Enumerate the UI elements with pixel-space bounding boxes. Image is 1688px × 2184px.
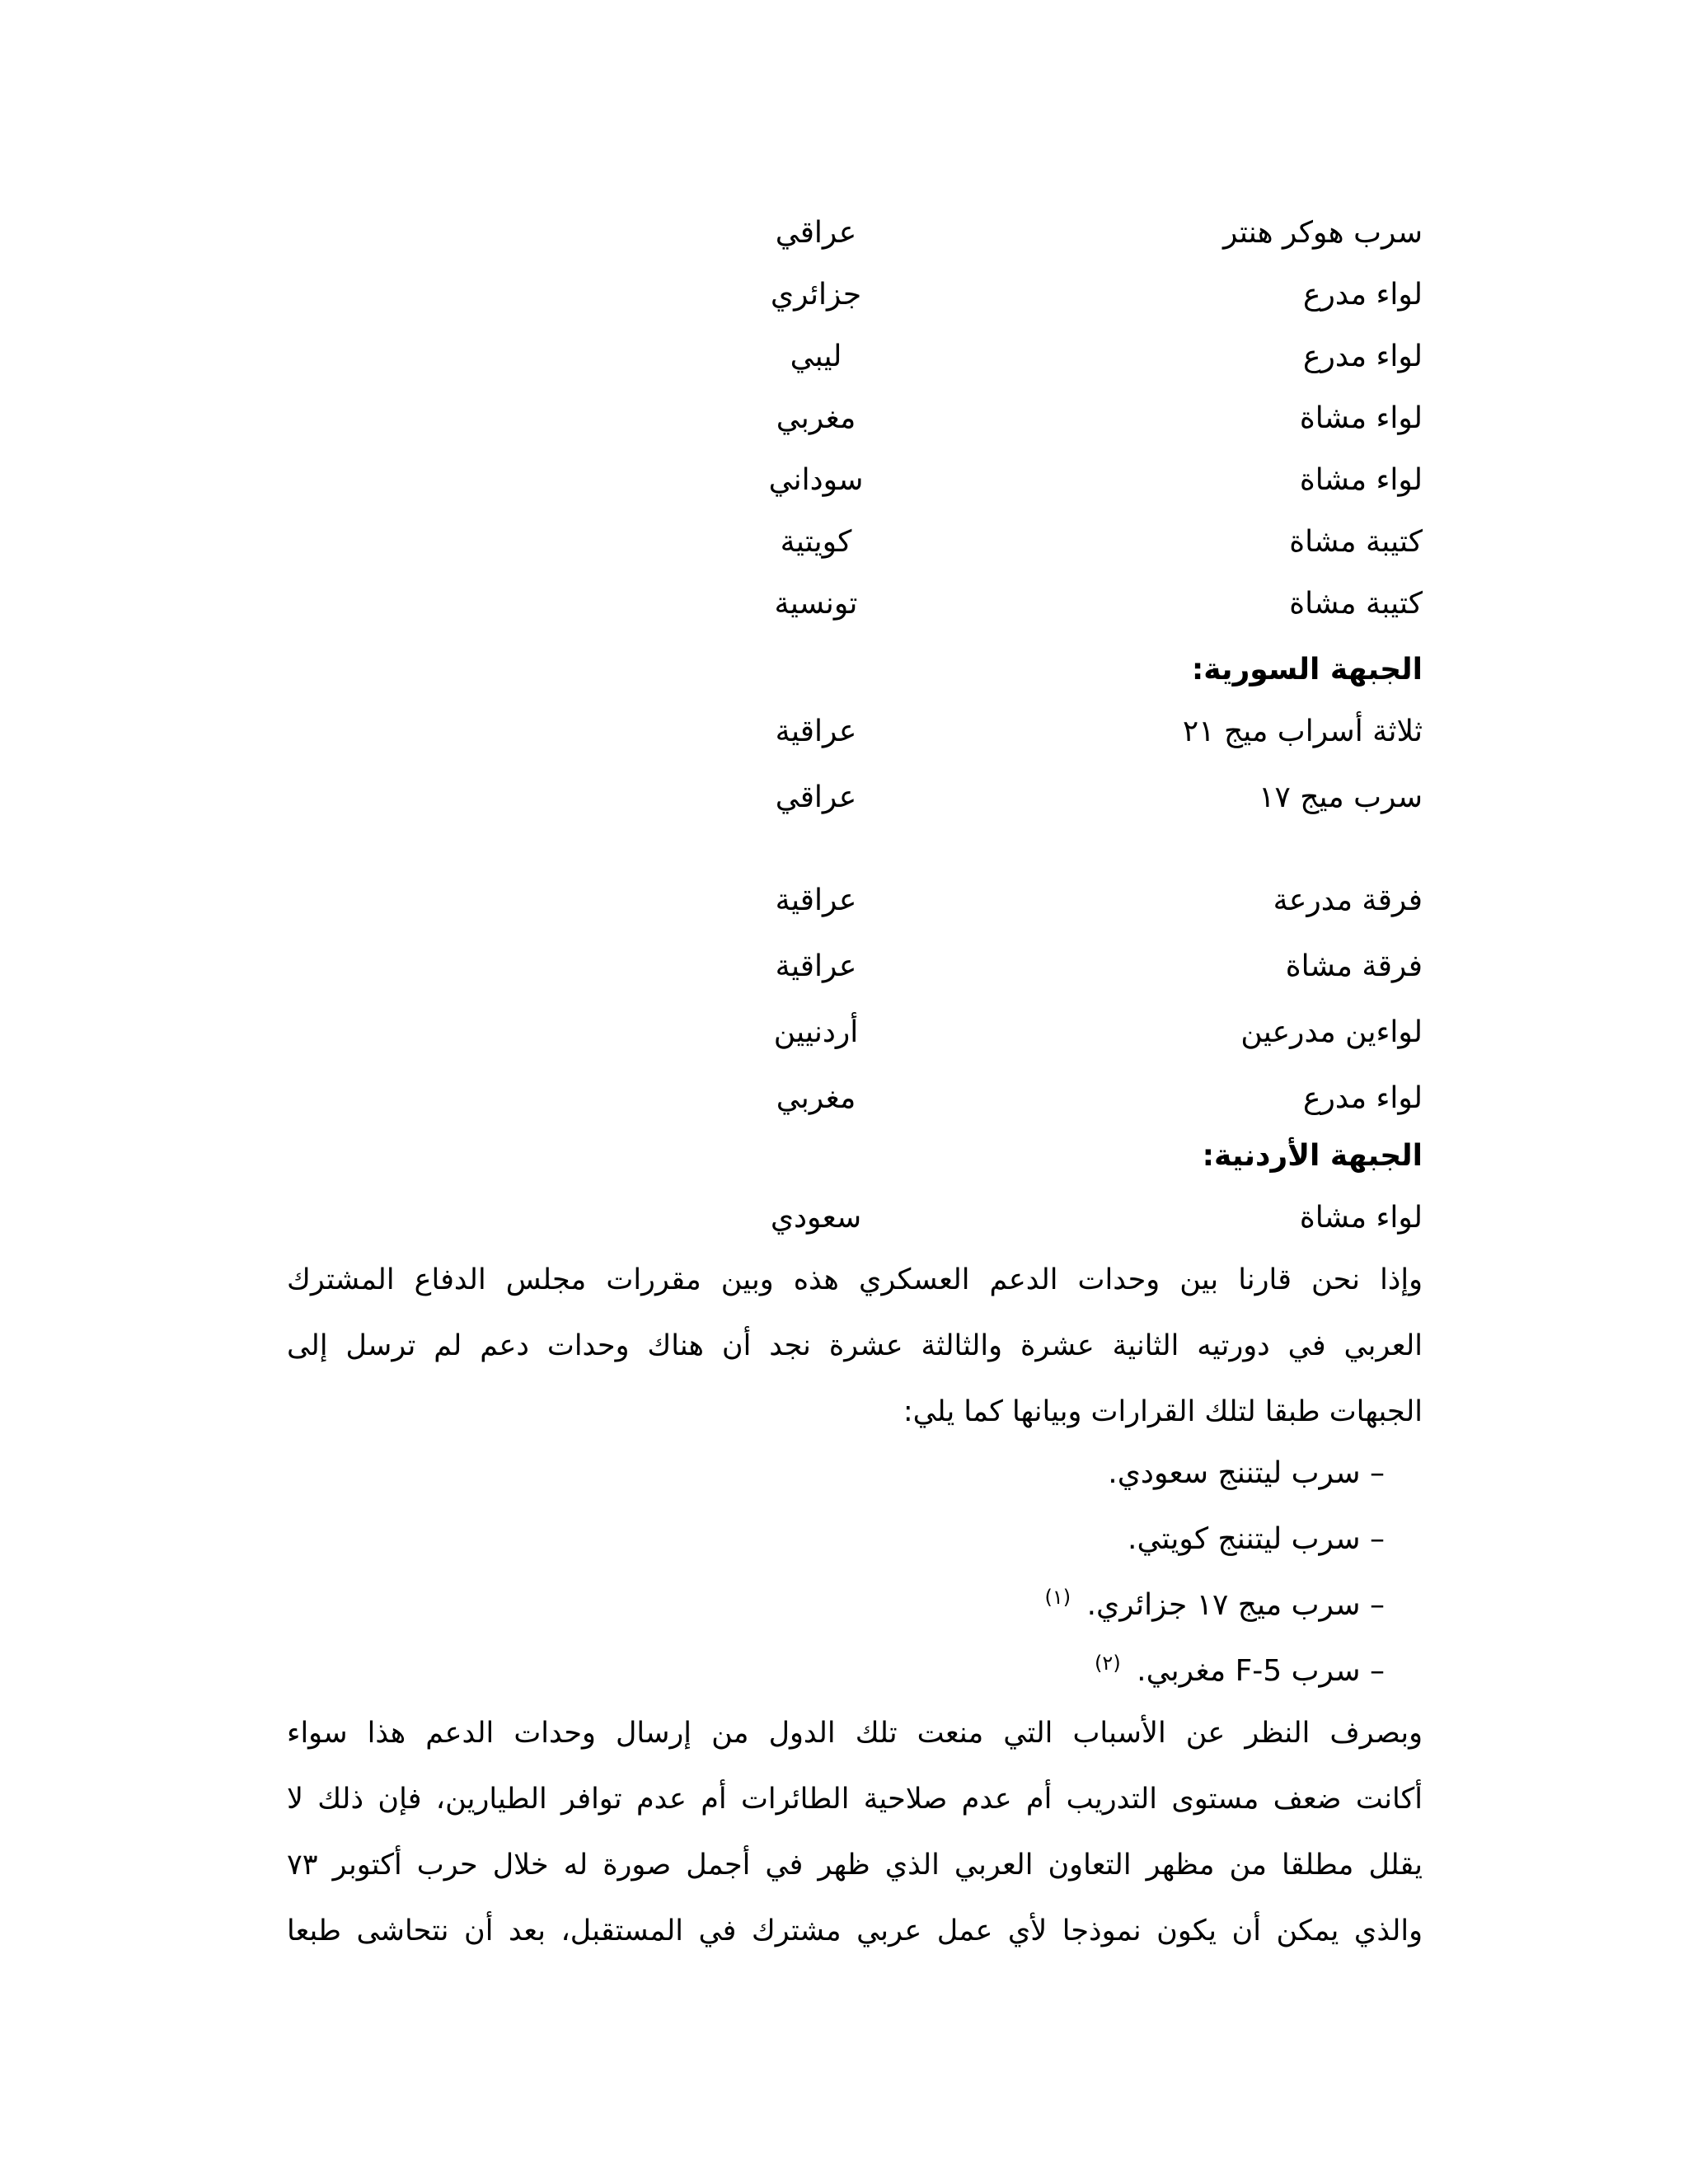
paragraph (287, 1700, 1423, 1964)
country-label: كويتية (780, 525, 852, 559)
list-item (0, 332, 1688, 382)
bullet-text-after: مغربي. (1137, 1654, 1236, 1688)
country-label: ليبي (790, 340, 842, 373)
unit-label: لواءين مدرعين (1240, 1015, 1423, 1049)
list-item (0, 876, 1688, 926)
bullet-text: – سرب ميج ١٧ جزائري. (1086, 1588, 1385, 1622)
bullet-text-ltr: F-5 (1235, 1654, 1282, 1688)
paragraph-line: أكانت ضعف مستوى التدريب أم عدم صلاحية الطائرات أم عدم توافر الطيارين، فإن ذلك لا (287, 1783, 1423, 1816)
list-item (0, 1193, 1688, 1243)
list-item (0, 707, 1688, 757)
list-item (0, 579, 1688, 629)
section-heading-syrian-front: الجبهة السورية: (1191, 653, 1423, 687)
list-item (0, 773, 1688, 823)
bullet-text: – سرب ليتننج سعودي. (1108, 1456, 1385, 1490)
unit-label: سرب ميج ١٧ (1259, 780, 1423, 814)
section-heading-jordanian-front: الجبهة الأردنية: (1202, 1139, 1423, 1173)
paragraph (287, 1247, 1423, 1445)
country-label: مغربي (776, 1081, 856, 1115)
unit-label: لواء مدرع (1303, 340, 1423, 373)
list-item (0, 518, 1688, 567)
bullet-item (1128, 1515, 1385, 1564)
list-item (0, 1008, 1688, 1057)
list-item (0, 942, 1688, 991)
country-label: أردنيين (773, 1015, 859, 1049)
paragraph-line: والذي يمكن أن يكون نموذجا لأي عمل عربي مشترك في المستقبل، بعد أن نتحاشى طبعا (287, 1915, 1423, 1947)
list-item (0, 1074, 1688, 1123)
bullet-item (1045, 1581, 1385, 1630)
country-label: عراقية (775, 949, 857, 983)
country-label: عراقي (775, 780, 857, 814)
unit-label: لواء مدرع (1303, 1081, 1423, 1115)
unit-label: سرب هوكر هنتر (1223, 216, 1423, 250)
country-label: سوداني (768, 463, 864, 497)
unit-label: لواء مدرع (1303, 278, 1423, 312)
list-item (0, 394, 1688, 443)
unit-label: فرقة مدرعة (1273, 883, 1423, 917)
country-label: سعودي (770, 1201, 862, 1235)
country-label: عراقية (775, 883, 857, 917)
bullet-item (1108, 1449, 1385, 1498)
footnote-marker: (١) (1044, 1586, 1071, 1609)
bullet-text-before: – سرب (1282, 1654, 1385, 1688)
bullet-text: – سرب ليتننج كويتي. (1128, 1522, 1385, 1556)
paragraph-line: يقلل مطلقا من مظهر التعاون العربي الذي ظهر في أجمل صورة له خلال حرب أكتوبر ٧٣ (287, 1849, 1423, 1882)
country-label: تونسية (774, 587, 858, 621)
list-item (0, 270, 1688, 320)
unit-label: لواء مشاة (1299, 1201, 1423, 1235)
country-label: مغربي (776, 401, 856, 435)
paragraph-line: وإذا نحن قارنا بين وحدات الدعم العسكري هذه وبين مقررات مجلس الدفاع المشترك (287, 1263, 1423, 1296)
list-item (0, 456, 1688, 505)
country-label: عراقية (775, 715, 857, 748)
paragraph-line: وبصرف النظر عن الأسباب التي منعت تلك الدول من إرسال وحدات الدعم هذا سواء (287, 1717, 1423, 1750)
footnote-marker: (٢) (1095, 1652, 1121, 1675)
paragraph-line: العربي في دورتيه الثانية عشرة والثالثة عشرة نجد أن هناك وحدات دعم لم ترسل إلى (287, 1329, 1423, 1362)
paragraph-line: الجبهات طبقا لتلك القرارات وبيانها كما يلي: (903, 1395, 1423, 1428)
country-label: جزائري (770, 278, 862, 312)
unit-label: فرقة مشاة (1285, 949, 1423, 983)
country-label: عراقي (775, 216, 857, 250)
unit-label: كتيبة مشاة (1289, 587, 1423, 621)
unit-label: ثلاثة أسراب ميج ٢١ (1182, 715, 1423, 748)
unit-label: كتيبة مشاة (1289, 525, 1423, 559)
bullet-item (1095, 1647, 1385, 1696)
unit-label: لواء مشاة (1299, 401, 1423, 435)
unit-label: لواء مشاة (1299, 463, 1423, 497)
list-item (0, 209, 1688, 258)
